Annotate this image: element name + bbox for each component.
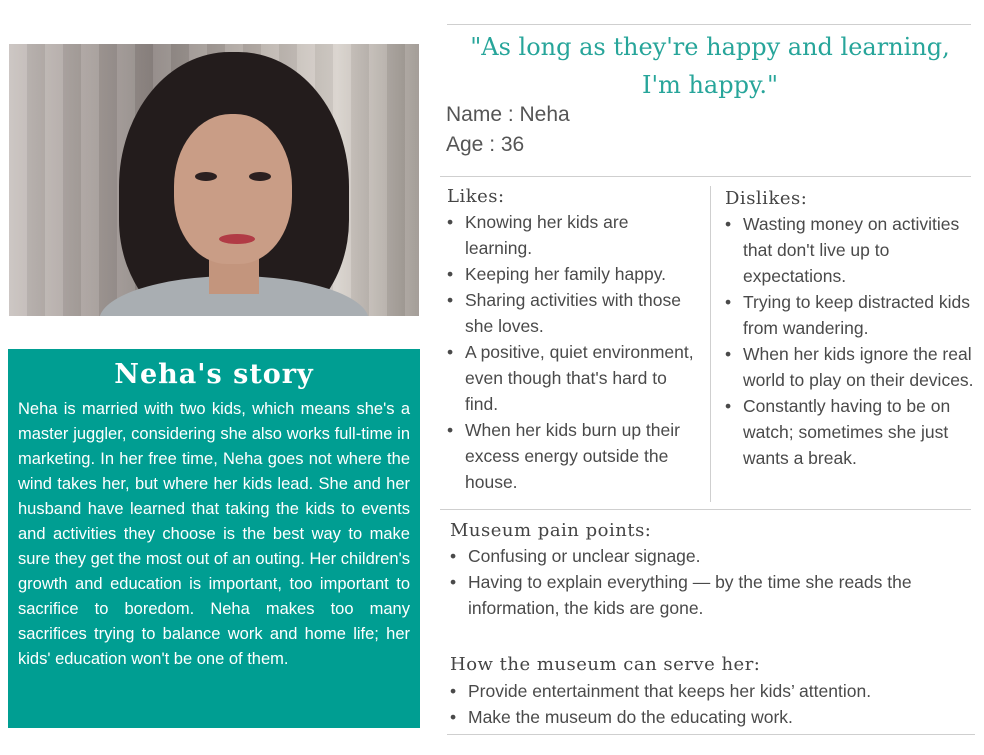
- list-item: • Confusing or unclear signage.: [449, 543, 961, 569]
- list-item: • Sharing activities with those she loves.: [446, 287, 698, 339]
- likes-title: Likes:: [447, 186, 505, 207]
- list-item: • When her kids burn up their excess energy outside the house.: [446, 417, 698, 495]
- section-divider: [440, 509, 971, 510]
- column-divider: [710, 186, 711, 502]
- pain-points-title: Museum pain points:: [450, 520, 652, 541]
- list-item: • Wasting money on activities that don't live up to expectations.: [724, 211, 974, 289]
- bottom-divider: [447, 734, 975, 735]
- list-item: • When her kids ignore the real world to play on their devices.: [724, 341, 974, 393]
- section-divider: [440, 176, 971, 177]
- list-item: • Knowing her kids are learning.: [446, 209, 698, 261]
- list-item: • Trying to keep distracted kids from wandering.: [724, 289, 974, 341]
- dislikes-title: Dislikes:: [725, 188, 808, 209]
- list-item: • Keeping her family happy.: [446, 261, 698, 287]
- serve-title: How the museum can serve her:: [450, 654, 761, 675]
- serve-list: [449, 678, 961, 730]
- persona-name: Name : Neha: [446, 103, 570, 126]
- list-item: • Having to explain everything — by the time she reads the information, the kids are gone.: [449, 569, 961, 621]
- list-item: • Make the museum do the educating work.: [449, 704, 961, 730]
- story-title: Neha's story: [114, 359, 314, 390]
- top-divider: [447, 24, 971, 25]
- dislikes-list: [724, 211, 974, 471]
- story-panel: [8, 349, 420, 728]
- quote-line-2: I'm happy.": [642, 71, 778, 99]
- likes-list: [446, 209, 698, 495]
- persona-photo: [9, 44, 419, 316]
- persona-age: Age : 36: [446, 133, 525, 156]
- list-item: • Provide entertainment that keeps her kids’ attention.: [449, 678, 961, 704]
- pain-points-list: [449, 543, 961, 621]
- list-item: • Constantly having to be on watch; sometimes she just wants a break.: [724, 393, 974, 471]
- story-text: Neha is married with two kids, which means she's a master juggler, considering she also works full-time in marketing. In her free time, Neha goes not where the wind takes her, but where her kids lead. She and her husband have learned that taking the kids to events and activities they choose is the best way to make sure they get the most out of an outing. Her children's growth and education is important, too important to sacrifice to boredom. Neha makes too many sacrifices trying to balance work and home life; her kids' education won't be one of them.: [18, 400, 410, 668]
- persona-quote: [442, 28, 978, 104]
- quote-line-1: "As long as they're happy and learning,: [470, 33, 950, 61]
- list-item: • A positive, quiet environment, even though that's hard to find.: [446, 339, 698, 417]
